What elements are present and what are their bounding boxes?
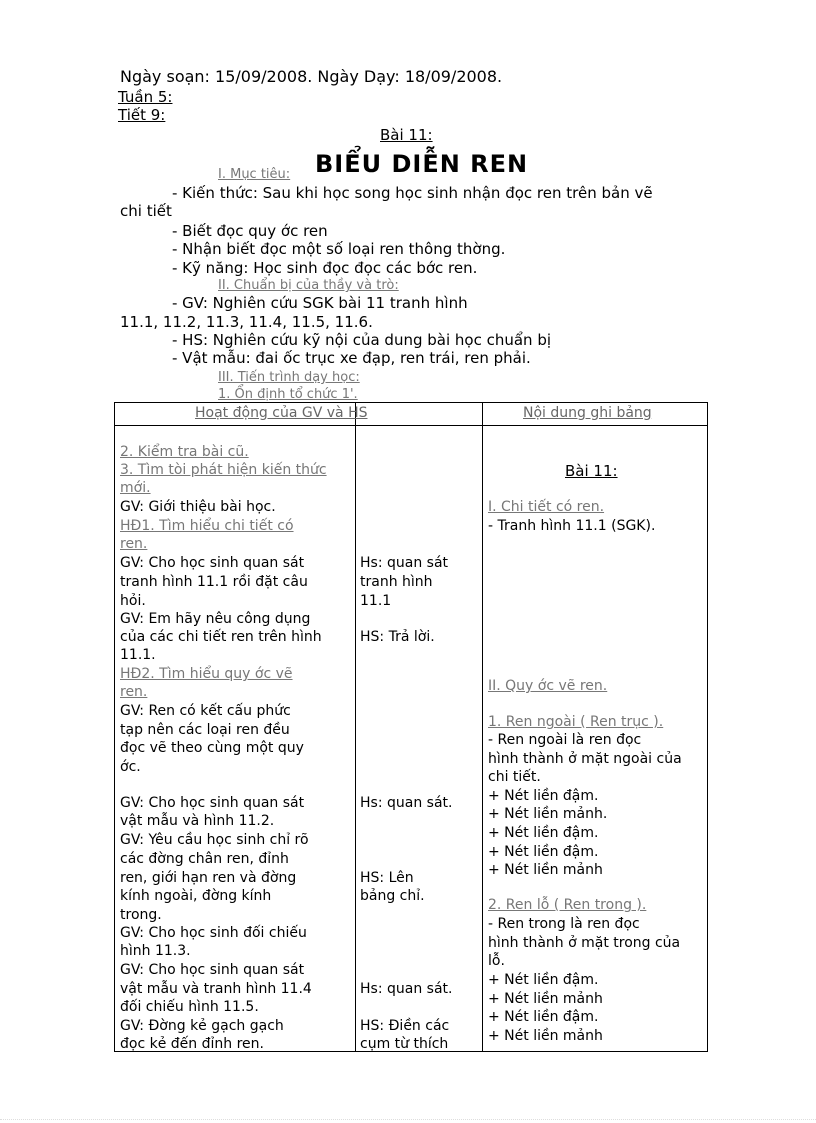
- list-item: + Nét liền mảnh.: [488, 806, 608, 822]
- list-item: ren.: [120, 536, 148, 552]
- objective-knowledge-cont: chi tiết: [120, 202, 172, 220]
- list-item: HS: Điền các: [360, 1018, 450, 1034]
- board-lesson-label: Bài 11:: [565, 462, 618, 480]
- list-item: GV: Cho học sinh quan sát: [120, 795, 305, 811]
- list-item: ren.: [120, 684, 148, 700]
- list-item: tranh hình 11.1 rồi đặt câu: [120, 574, 308, 590]
- list-item: 3. Tìm tòi phát hiện kiến thức: [120, 462, 327, 478]
- list-item: GV: Cho học sinh quan sát: [120, 555, 305, 571]
- list-item: II. Quy ớc vẽ ren.: [488, 678, 608, 694]
- header-period: Tiết 9:: [118, 106, 166, 124]
- list-item: 1. Ren ngoài ( Ren trục ).: [488, 714, 664, 730]
- header-dates: Ngày soạn: 15/09/2008. Ngày Dạy: 18/09/2008.: [120, 67, 503, 86]
- list-item: của các chi tiết ren trên hình: [120, 629, 322, 645]
- preparation-materials: - Vật mẫu: đai ốc trục xe đạp, ren trái, ren phải.: [172, 349, 531, 367]
- preparation-gv: - GV: Nghiên cứu SGK bài 11 tranh hình: [172, 294, 468, 312]
- table-header-divider: [115, 425, 707, 426]
- list-item: 2. Ren lỗ ( Ren trong ).: [488, 897, 647, 913]
- list-item: - Ren trong là ren đọc: [488, 916, 640, 932]
- list-item: GV: Cho học sinh đối chiếu: [120, 925, 307, 941]
- objective-item-2: - Nhận biết đọc một số loại ren thông thờng.: [172, 240, 506, 258]
- list-item: vật mẫu và tranh hình 11.4: [120, 981, 312, 997]
- objective-knowledge: - Kiến thức: Sau khi học song học sinh nhận đọc ren trên bản vẽ: [172, 184, 653, 202]
- list-item: + Nét liền đậm.: [488, 1009, 599, 1025]
- list-item: cụm từ thích: [360, 1036, 449, 1052]
- objective-item-3: - Kỹ năng: Học sinh đọc đọc các bớc ren.: [172, 259, 478, 277]
- lesson-title: BIỂU DIỄN REN: [315, 150, 529, 178]
- list-item: HĐ1. Tìm hiểu chi tiết có: [120, 518, 294, 534]
- list-item: đọc kẻ đến đỉnh ren.: [120, 1036, 264, 1052]
- list-item: bảng chỉ.: [360, 888, 425, 904]
- list-item: tạp nên các loại ren đều: [120, 722, 290, 738]
- list-item: hình thành ở mặt ngoài của: [488, 751, 682, 767]
- list-item: GV: Em hãy nêu công dụng: [120, 611, 311, 627]
- list-item: lỗ.: [488, 953, 505, 969]
- list-item: GV: Cho học sinh quan sát: [120, 962, 305, 978]
- list-item: + Nét liền đậm.: [488, 972, 599, 988]
- list-item: + Nét liền đậm.: [488, 825, 599, 841]
- list-item: hỏi.: [120, 593, 146, 609]
- list-item: Hs: quan sát.: [360, 981, 453, 997]
- list-item: + Nét liền mảnh: [488, 991, 603, 1007]
- objectives-heading: I. Mục tiêu:: [218, 167, 291, 182]
- list-item: chi tiết.: [488, 769, 541, 785]
- list-item: hình 11.3.: [120, 943, 191, 959]
- page-bottom-rule: [0, 1119, 816, 1120]
- table-header-activities: Hoạt động của GV và HS: [195, 405, 368, 421]
- list-item: kính ngoài, đờng kính: [120, 888, 272, 904]
- header-week: Tuần 5:: [118, 88, 173, 106]
- list-item: 11.1.: [120, 647, 156, 663]
- list-item: tranh hình: [360, 574, 433, 590]
- list-item: - Tranh hình 11.1 (SGK).: [488, 518, 656, 534]
- list-item: + Nét liền mảnh: [488, 862, 603, 878]
- list-item: Hs: quan sát.: [360, 795, 453, 811]
- list-item: GV: Ren có kết cấu phức: [120, 703, 291, 719]
- list-item: GV: Đờng kẻ gạch gạch: [120, 1018, 284, 1034]
- list-item: + Nét liền đậm.: [488, 788, 599, 804]
- objective-item-1: - Biết đọc quy ớc ren: [172, 222, 328, 240]
- table-divider-2: [482, 403, 483, 1051]
- list-item: + Nét liền đậm.: [488, 844, 599, 860]
- list-item: trong.: [120, 907, 162, 923]
- list-item: + Nét liền mảnh: [488, 1028, 603, 1044]
- list-item: GV: Giới thiệu bài học.: [120, 499, 276, 515]
- process-heading: III. Tiến trình dạy học:: [218, 370, 360, 385]
- list-item: ren, giới hạn ren và đờng: [120, 870, 297, 886]
- list-item: vật mẫu và hình 11.2.: [120, 813, 275, 829]
- list-item: các đờng chân ren, đỉnh: [120, 851, 289, 867]
- preparation-gv-cont: 11.1, 11.2, 11.3, 11.4, 11.5, 11.6.: [120, 313, 373, 331]
- table-header-content: Nội dung ghi bảng: [523, 405, 652, 421]
- list-item: - Ren ngoài là ren đọc: [488, 732, 642, 748]
- list-item: đọc vẽ theo cùng một quy: [120, 740, 304, 756]
- list-item: mới.: [120, 480, 151, 496]
- list-item: hình thành ở mặt trong của: [488, 935, 681, 951]
- list-item: I. Chi tiết có ren.: [488, 499, 605, 515]
- lesson-label: Bài 11:: [380, 126, 433, 144]
- list-item: 11.1: [360, 593, 392, 609]
- process-step-1: 1. Ổn định tổ chức 1'.: [218, 387, 358, 402]
- list-item: đối chiếu hình 11.5.: [120, 999, 259, 1015]
- list-item: HS: Trả lời.: [360, 629, 435, 645]
- list-item: 2. Kiểm tra bài cũ.: [120, 444, 249, 460]
- list-item: HĐ2. Tìm hiểu quy ớc vẽ: [120, 666, 293, 682]
- list-item: ớc.: [120, 759, 141, 775]
- table-divider-1: [355, 403, 356, 1051]
- list-item: HS: Lên: [360, 870, 414, 886]
- list-item: GV: Yêu cầu học sinh chỉ rõ: [120, 832, 309, 848]
- preparation-hs: - HS: Nghiên cứu kỹ nội của dung bài học chuẩn bị: [172, 331, 552, 349]
- preparation-heading: II. Chuẩn bị của thầy và trò:: [218, 278, 399, 293]
- list-item: Hs: quan sát: [360, 555, 449, 571]
